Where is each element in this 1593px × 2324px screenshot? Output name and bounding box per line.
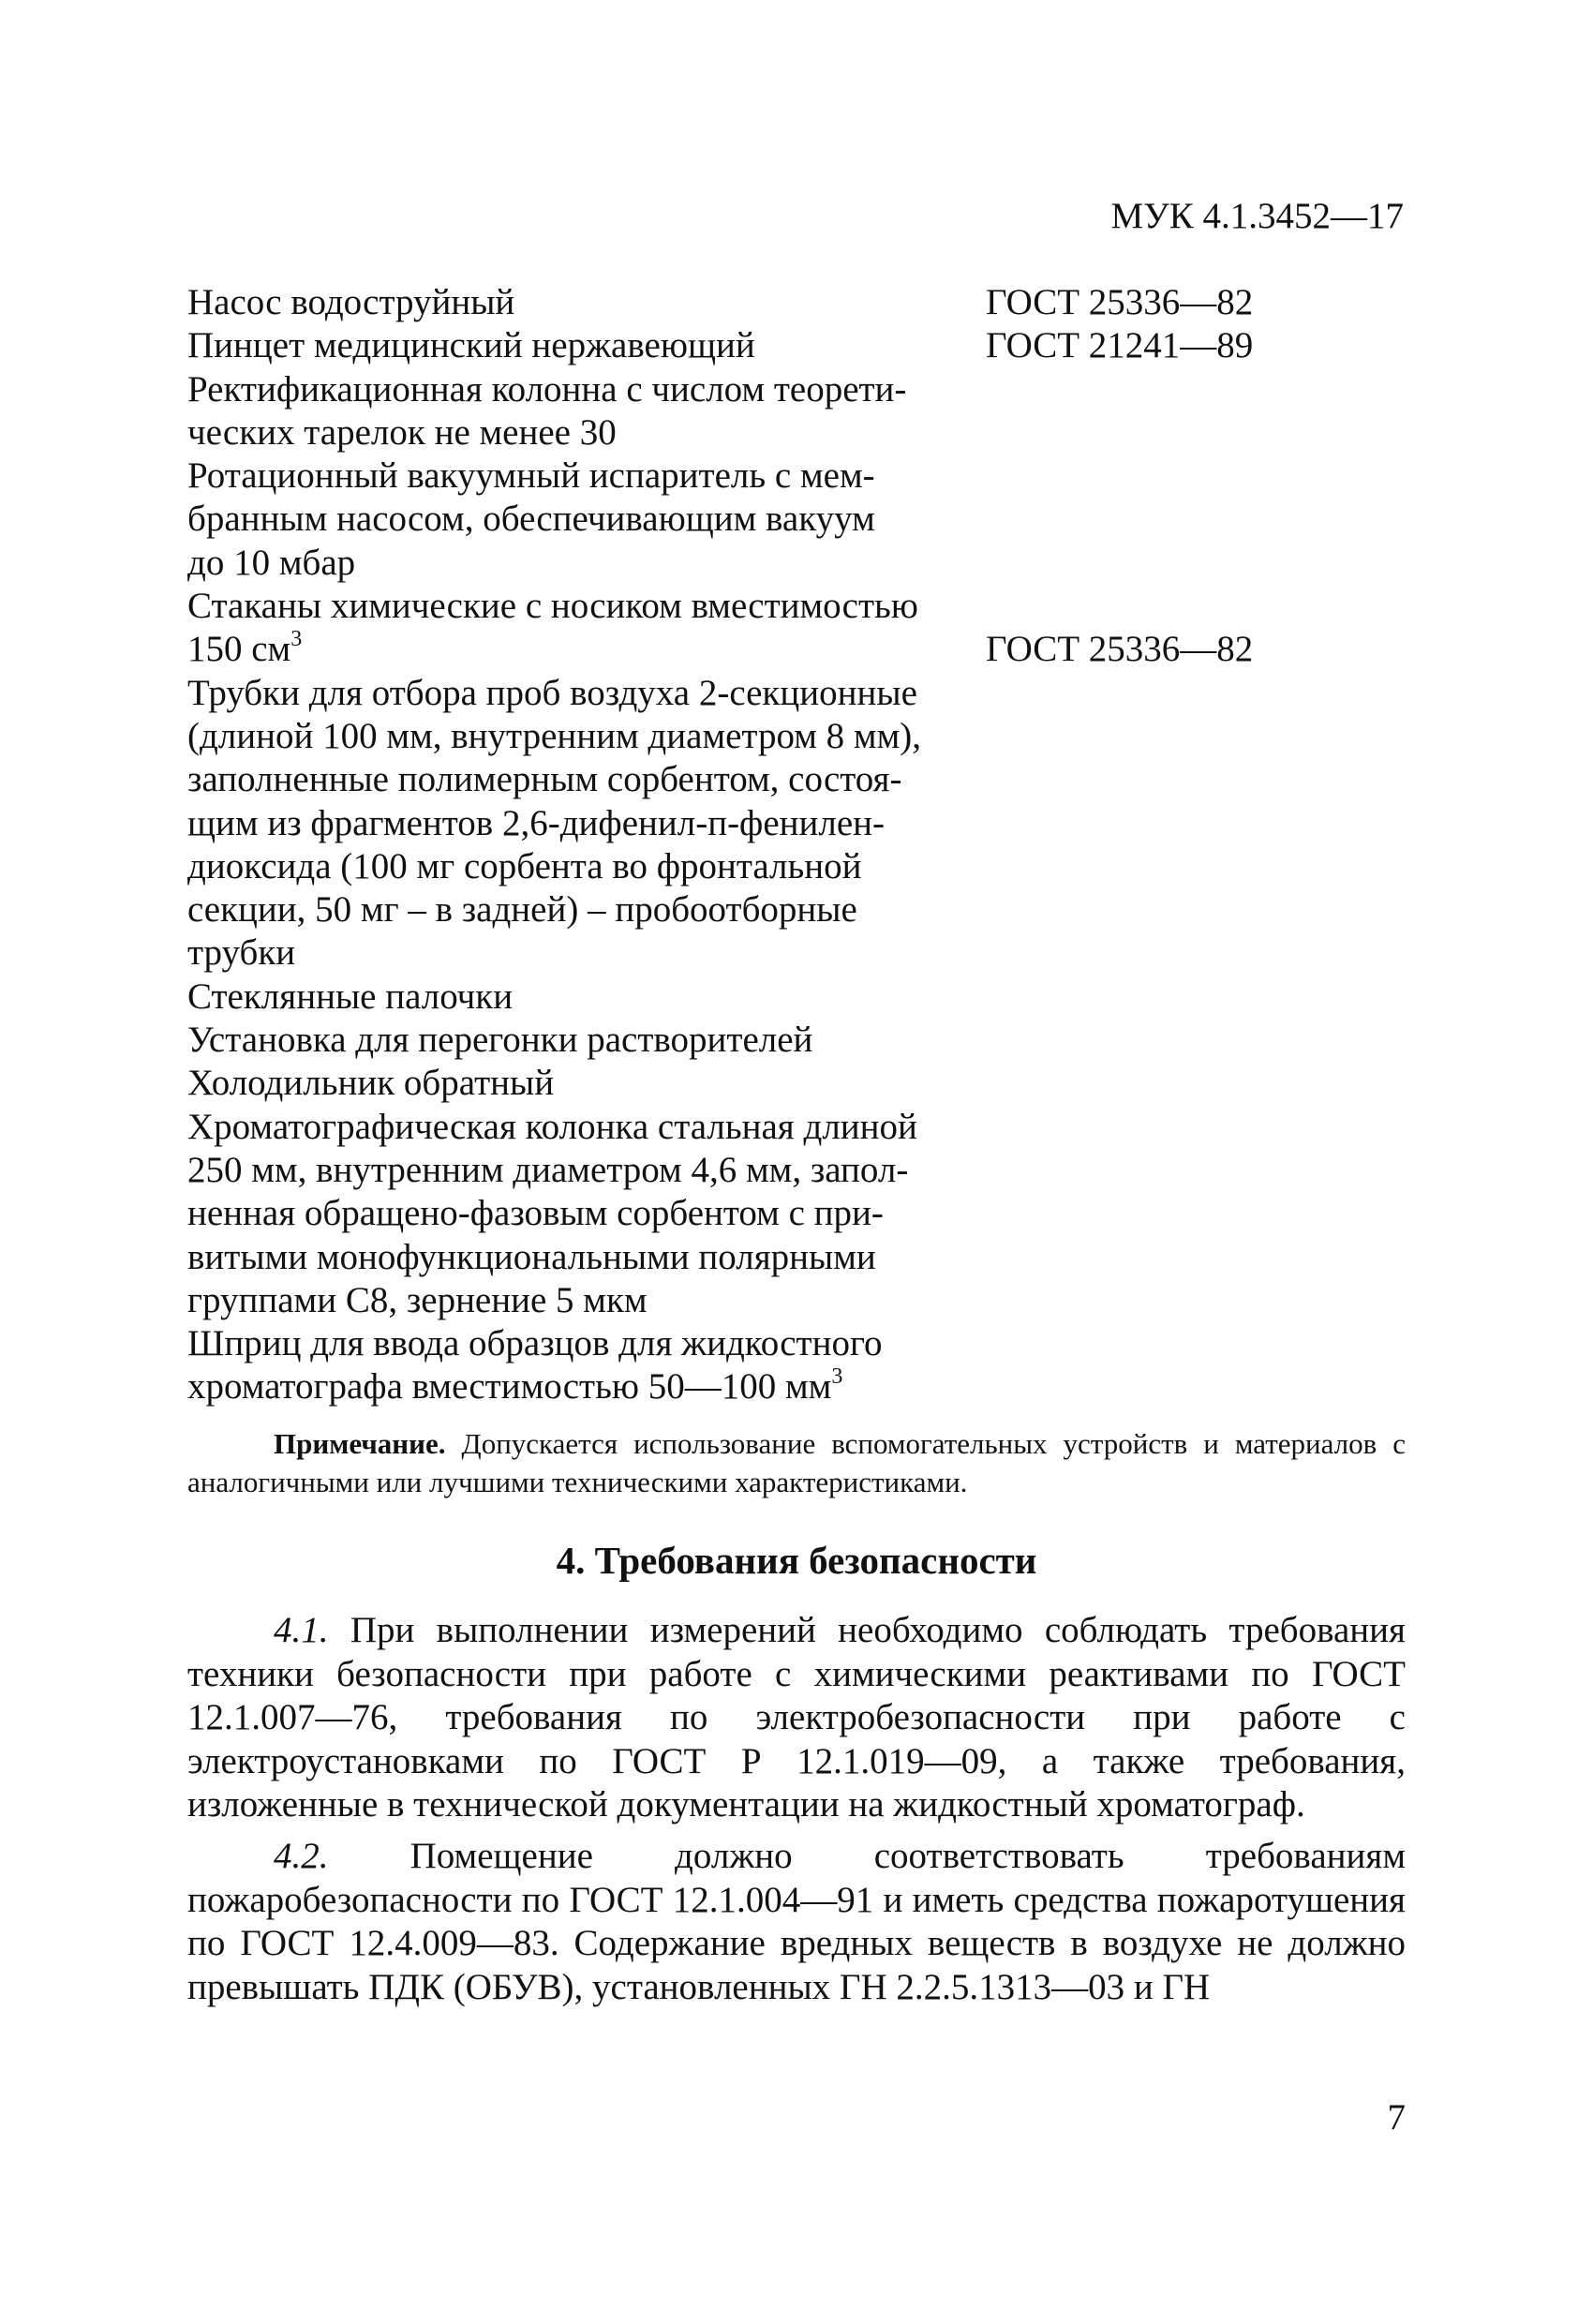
equipment-item-line <box>187 845 1274 888</box>
page-number: 7 <box>1387 2097 1406 2138</box>
equipment-name: 250 мм, внутренним диаметром 4,6 мм, запол- <box>187 1149 909 1190</box>
equipment-name: Стеклянные палочки <box>187 976 514 1017</box>
equipment-item-line <box>187 454 1274 498</box>
note-text: Допускается использование вспомогательных устройств и материалов с аналогичными или лучшими техническими характеристиками. <box>187 1427 1406 1498</box>
equipment-item-line <box>187 1365 1274 1408</box>
equipment-name: Пинцет медицинский нержавеющий <box>187 325 755 366</box>
equipment-name-with-unit <box>187 628 986 671</box>
equipment-name: 150 см <box>187 629 291 670</box>
equipment-item-line <box>187 498 1274 541</box>
equipment-item-line <box>187 1279 1274 1322</box>
equipment-name: Ротационный вакуумный испаритель с мем- <box>187 455 875 497</box>
equipment-name: группами С8, зернение 5 мкм <box>187 1279 648 1320</box>
equipment-name: Хроматографическая колонка стальная длиной <box>187 1106 917 1147</box>
equipment-name: трубки <box>187 932 296 974</box>
equipment-name: Насос водоструйный <box>187 282 515 322</box>
section-body <box>187 1609 1406 2017</box>
equipment-item-line <box>187 1322 1274 1365</box>
equipment-item-line <box>187 1149 1274 1192</box>
equipment-name: Установка для перегонки растворителей <box>187 1020 813 1061</box>
equipment-item-line <box>187 324 1274 367</box>
paragraph-text: Помещение должно соответствовать требованиям пожаробезопасности по ГОСТ 12.1.004—91 и иметь средства пожаротушения по ГОСТ 12.4.009—83. Содержание вредных веществ в воздухе не должно превышать ПДК (ОБУВ), установленных ГН 2.2.5.1313—03 и ГН <box>187 1835 1406 2007</box>
unit-superscript: 3 <box>831 1364 843 1390</box>
equipment-name: ческих тарелок не менее 30 <box>187 411 617 453</box>
equipment-item-line <box>187 628 1274 671</box>
equipment-item-line <box>187 802 1274 845</box>
paragraph-4-2 <box>187 1835 1406 2009</box>
equipment-item-line <box>187 976 1274 1019</box>
paragraph-number: 4.2. <box>274 1835 329 1876</box>
equipment-item-line <box>187 1192 1274 1235</box>
equipment-name: хроматографа вместимостью 50—100 мм <box>187 1366 832 1408</box>
paragraph-4-1 <box>187 1609 1406 1827</box>
equipment-item-line <box>187 368 1274 411</box>
equipment-name: заполненные полимерным сорбентом, состоя- <box>187 759 902 800</box>
equipment-item-line <box>187 542 1274 585</box>
equipment-item-line <box>187 1106 1274 1149</box>
section-title: 4. Требования безопасности <box>556 1539 1037 1582</box>
standard-reference: ГОСТ 21241—89 <box>986 325 1254 366</box>
equipment-name: щим из фрагментов 2,6-дифенил-п-фенилен- <box>187 802 886 843</box>
equipment-item-line <box>187 931 1274 975</box>
document-id-header: МУК 4.1.3452—17 <box>1110 196 1404 236</box>
equipment-name: диоксида (100 мг сорбента во фронтальной <box>187 845 862 886</box>
equipment-name: витыми монофункциональными полярными <box>187 1236 876 1277</box>
paragraph-text: При выполнении измерений необходимо соблюдать требования техники безопасности при работе с химическими реактивами по ГОСТ 12.1.007—76, требования по электробезопасности при работе с электроустановками по ГОСТ Р 12.1.019—09, а также требования, изложенные в технической документации на жидкостный хроматограф. <box>187 1610 1406 1825</box>
equipment-item-line <box>187 888 1274 931</box>
unit-superscript: 3 <box>290 627 303 652</box>
equipment-name: Ректификационная колонна с числом теорети- <box>187 368 907 410</box>
equipment-item-line <box>187 1062 1274 1105</box>
note-paragraph <box>187 1424 1406 1501</box>
paragraph-number: 4.1. <box>274 1610 329 1650</box>
equipment-item-line <box>187 281 1274 324</box>
equipment-name: ненная обращено-фазовым сорбентом с при- <box>187 1193 884 1234</box>
equipment-name: Шприц для ввода образцов для жидкостного <box>187 1323 883 1364</box>
equipment-item-line <box>187 672 1274 715</box>
equipment-name: Стаканы химические с носиком вместимостью <box>187 586 918 627</box>
equipment-item-line <box>187 1019 1274 1062</box>
equipment-name: бранным насосом, обеспечивающим вакуум <box>187 499 875 540</box>
equipment-name: до 10 мбар <box>187 542 356 583</box>
equipment-item-line <box>187 1236 1274 1279</box>
equipment-item-line <box>187 585 1274 628</box>
standard-reference: ГОСТ 25336—82 <box>986 282 1254 322</box>
equipment-name: (длиной 100 мм, внутренним диаметром 8 мм), <box>187 715 921 756</box>
equipment-name: Трубки для отбора проб воздуха 2-секционные <box>187 672 917 713</box>
equipment-item-line <box>187 715 1274 758</box>
note-label: Примечание. <box>274 1427 446 1460</box>
equipment-name-with-unit <box>187 1365 986 1408</box>
standard-reference: ГОСТ 25336—82 <box>986 629 1254 670</box>
equipment-list <box>187 281 1274 1409</box>
equipment-name: Холодильник обратный <box>187 1063 555 1104</box>
equipment-item-line <box>187 758 1274 801</box>
equipment-item-line <box>187 411 1274 454</box>
equipment-name: секции, 50 мг – в задней) – пробоотборные <box>187 889 857 931</box>
